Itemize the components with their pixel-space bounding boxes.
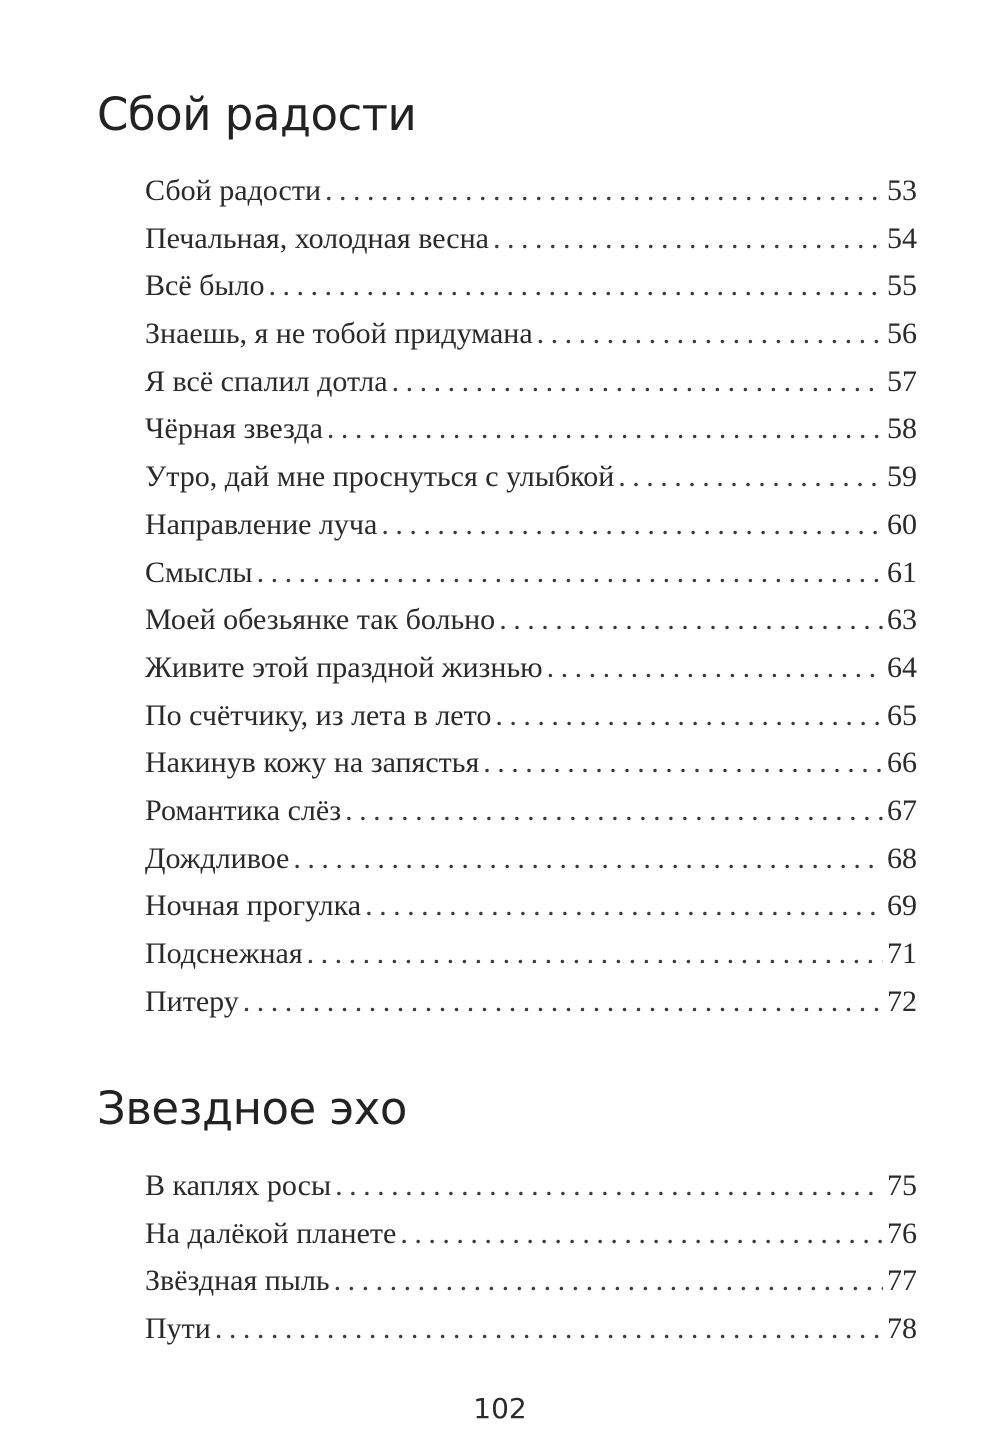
- dot-leader: [400, 1217, 883, 1251]
- toc-entry: [145, 651, 917, 699]
- toc-entry: [145, 794, 917, 842]
- toc-entry-page: 57: [887, 364, 917, 398]
- toc-entry-page: 66: [887, 746, 917, 780]
- section-title: Сбой радости: [97, 88, 417, 141]
- toc-entry: [145, 174, 917, 222]
- toc-entry-page: 71: [887, 937, 917, 970]
- dot-leader: [215, 1312, 883, 1346]
- toc-entry: [145, 1217, 917, 1265]
- toc-entry: [145, 1312, 917, 1360]
- toc-entry-title: Ночная прогулка: [145, 889, 362, 923]
- toc-entry-page: 63: [887, 603, 917, 637]
- dot-leader: [392, 365, 883, 399]
- toc-entry-title: Я всё спалил дотла: [145, 364, 388, 398]
- dot-leader: [335, 1169, 883, 1203]
- toc-entry-page: 59: [887, 460, 917, 494]
- toc-entry-page: 61: [887, 555, 917, 589]
- dot-leader: [293, 842, 883, 876]
- toc-entry-title: Пути: [145, 1312, 211, 1346]
- toc-entry: [145, 1169, 917, 1217]
- dot-leader: [499, 603, 883, 637]
- dot-leader: [257, 556, 883, 590]
- dot-leader: [493, 222, 883, 256]
- toc-entry-title: Смыслы: [145, 555, 253, 589]
- toc-entry: [145, 699, 917, 747]
- toc-entry-title: Сбой радости: [145, 174, 322, 207]
- toc-entry-page: 76: [887, 1216, 917, 1250]
- dot-leader: [495, 699, 883, 733]
- toc-list: [145, 1169, 917, 1360]
- dot-leader: [618, 460, 883, 494]
- dot-leader: [381, 508, 883, 542]
- toc-entry-page: 53: [887, 174, 917, 207]
- page-number: 102: [473, 1392, 527, 1425]
- toc-entry-title: Звёздная пыль: [145, 1264, 330, 1298]
- toc-entry-page: 68: [887, 841, 917, 875]
- toc-entry: [145, 603, 917, 651]
- toc-entry-title: Дождливое: [145, 841, 290, 875]
- toc-entry-title: Всё было: [145, 269, 265, 303]
- toc-entry-page: 54: [887, 221, 917, 255]
- toc-entry-title: Печальная, холодная весна: [145, 221, 489, 255]
- toc-entry: [145, 222, 917, 270]
- dot-leader: [243, 985, 883, 1019]
- dot-leader: [269, 269, 883, 303]
- dot-leader: [547, 651, 883, 685]
- toc-entry-page: 78: [887, 1312, 917, 1346]
- toc-entry-title: По счётчику, из лета в лето: [145, 698, 492, 732]
- toc-entry-title: Направление луча: [145, 507, 378, 541]
- toc-list: [145, 174, 917, 1032]
- toc-entry: [145, 889, 917, 937]
- toc-entry-title: Питеру: [145, 984, 239, 1018]
- toc-entry-page: 58: [887, 412, 917, 446]
- dot-leader: [325, 174, 883, 208]
- toc-entry-page: 75: [887, 1169, 917, 1202]
- toc-entry-title: В каплях росы: [145, 1169, 332, 1202]
- section-title: Звездное эхо: [97, 1082, 407, 1135]
- toc-entry-title: На далёкой планете: [145, 1216, 397, 1250]
- toc-entry: [145, 1264, 917, 1312]
- toc-entry-page: 69: [887, 889, 917, 923]
- toc-entry-page: 64: [887, 650, 917, 684]
- toc-entry-page: 56: [887, 317, 917, 351]
- toc-entry-page: 67: [887, 793, 917, 827]
- dot-leader: [307, 937, 883, 971]
- toc-entry: [145, 937, 917, 985]
- toc-entry: [145, 317, 917, 365]
- toc-entry-page: 72: [887, 984, 917, 1018]
- toc-entry: [145, 412, 917, 460]
- dot-leader: [483, 746, 883, 780]
- toc-entry-page: 65: [887, 698, 917, 732]
- toc-entry: [145, 746, 917, 794]
- toc-entry: [145, 269, 917, 317]
- toc-entry-title: Живите этой праздной жизнью: [145, 650, 543, 684]
- toc-entry: [145, 508, 917, 556]
- dot-leader: [345, 794, 883, 828]
- toc-entry: [145, 985, 917, 1033]
- toc-entry-title: Подснежная: [145, 937, 303, 970]
- toc-entry: [145, 556, 917, 604]
- toc-entry-page: 77: [887, 1264, 917, 1298]
- toc-entry: [145, 460, 917, 508]
- toc-entry-title: Накинув кожу на запястья: [145, 746, 480, 780]
- toc-entry-page: 60: [887, 507, 917, 541]
- toc-entry-title: Романтика слёз: [145, 793, 342, 827]
- toc-entry-page: 55: [887, 269, 917, 303]
- toc-entry: [145, 842, 917, 890]
- toc-entry-title: Чёрная звезда: [145, 412, 323, 446]
- toc-entry-title: Утро, дай мне проснуться с улыбкой: [145, 460, 615, 494]
- toc-entry: [145, 365, 917, 413]
- dot-leader: [365, 889, 883, 923]
- toc-entry-title: Моей обезьянке так больно: [145, 603, 496, 637]
- dot-leader: [537, 317, 883, 351]
- dot-leader: [334, 1264, 883, 1298]
- toc-entry-title: Знаешь, я не тобой придумана: [145, 317, 533, 351]
- dot-leader: [327, 412, 883, 446]
